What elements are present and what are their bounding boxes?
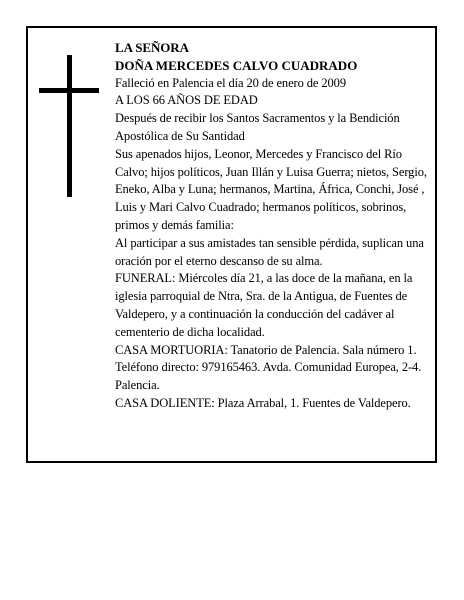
obituary-notice <box>26 26 437 463</box>
notice-text <box>115 39 437 413</box>
notice-paragraph: FUNERAL: Miércoles día 21, a las doce de la mañana, en la iglesia parroquial de Ntra, Sra. de la Antigua, de Fuentes de Valdepero, y a continuación la conducción del cadáver al cementerio de dicha localidad. <box>115 271 413 339</box>
notice-paragraph: CASA MORTUORIA: Tanatorio de Palencia. Sala número 1. Teléfono directo: 979165463. Avda. Comunidad Europea, 2-4. Palencia. <box>115 342 422 393</box>
notice-paragraph: Sus apenados hijos, Leonor, Mercedes y Francisco del Río Calvo; hijos políticos, Juan Illán y Luisa Guerra; nietos, Sergio, Eneko, Alba y Luna; hermanos, Martina, África, Conchi, José , Luis y Mari Calvo Cuadrado; hermanos políticos, sobrinos, primos y demás familia: <box>115 146 427 232</box>
cross-icon <box>67 55 72 197</box>
notice-paragraph: CASA DOLIENTE: Plaza Arrabal, 1. Fuentes de Valdepero. <box>115 395 411 410</box>
deceased-name: DOÑA MERCEDES CALVO CUADRADO <box>115 57 358 73</box>
notice-paragraph: Falleció en Palencia el día 20 de enero de 2009 <box>115 75 346 90</box>
cross-icon-bar <box>39 88 99 93</box>
notice-paragraph: Después de recibir los Santos Sacramentos y la Bendición Apostólica de Su Santidad <box>115 111 400 143</box>
notice-paragraph: A LOS 66 AÑOS DE EDAD <box>115 93 258 108</box>
notice-paragraph: Al participar a sus amistades tan sensible pérdida, suplican una oración por el eterno descanso de su alma. <box>115 235 424 268</box>
notice-heading: LA SEÑORA <box>115 40 189 55</box>
